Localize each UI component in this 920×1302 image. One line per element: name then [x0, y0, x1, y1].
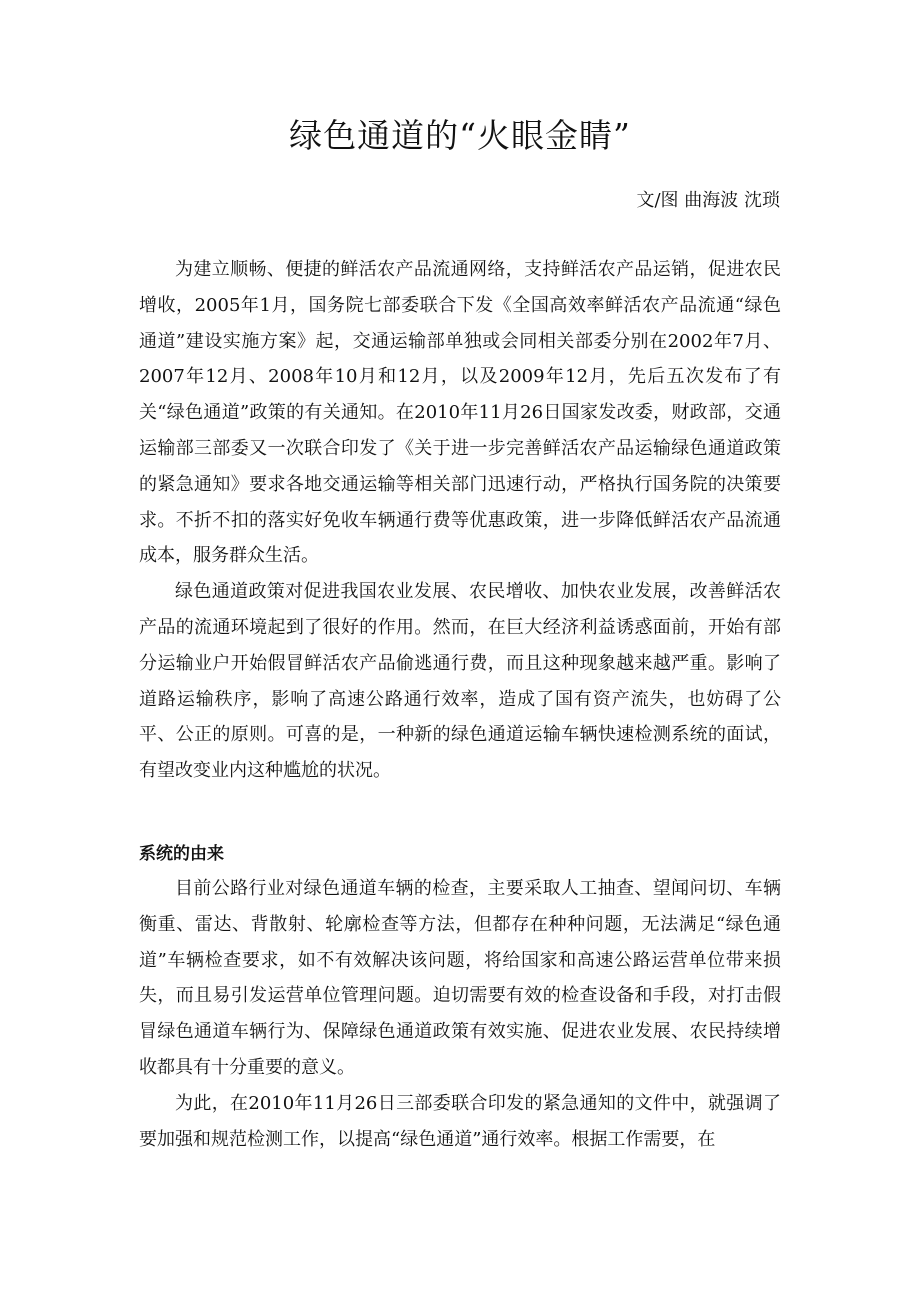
article-body	[139, 252, 781, 1157]
body-paragraph: 绿色通道政策对促进我国农业发展、农民增收、加快农业发展，改善鲜活农产品的流通环境起到了很好的作用。然而，在巨大经济利益诱惑面前，开始有部分运输业户开始假冒鲜活农产品偷逃通行费，而且这种现象越来越严重。影响了道路运输秩序，影响了高速公路通行效率，造成了国有资产流失，也妨碍了公平、公正的原则。可喜的是，一种新的绿色通道运输车辆快速检测系统的面试，有望改变业内这种尴尬的状况。	[139, 581, 781, 782]
body-paragraph: 为此，在2010年11月26日三部委联合印发的紧急通知的文件中，就强调了要加强和规范检测工作，以提高“绿色通道”通行效率。根据工作需要，在	[139, 1092, 781, 1150]
article-title: 绿色通道的“火眼金睛”	[289, 116, 631, 155]
article-byline: 文/图 曲海波 沈琐	[636, 190, 780, 211]
body-paragraph: 目前公路行业对绿色通道车辆的检查，主要采取人工抽查、望闻问切、车辆衡重、雷达、背散射、轮廓检查等方法，但都存在种种问题，无法满足“绿色通道”车辆检查要求，如不有效解决该问题，将给国家和高速公路运营单位带来损失，而且易引发运营单位管理问题。迫切需要有效的检查设备和手段，对打击假冒绿色通道车辆行为、保障绿色通道政策有效实施、促进农业发展、农民持续增收都具有十分重要的意义。	[139, 877, 781, 1078]
section-heading: 系统的由来	[139, 843, 224, 864]
body-paragraph: 为建立顺畅、便捷的鲜活农产品流通网络，支持鲜活农产品运销，促进农民增收，2005年1月，国务院七部委联合下发《全国高效率鲜活农产品流通“绿色通道”建设实施方案》起，交通运输部单独或会同相关部委分别在2002年7月、2007年12月、2008年10月和12月，以及2009年12月，先后五次发布了有关“绿色通道”政策的有关通知。在2010年11月26日国家发改委，财政部，交通运输部三部委又一次联合印发了《关于进一步完善鲜活农产品运输绿色通道政策的紧急通知》要求各地交通运输等相关部门迅速行动，严格执行国务院的决策要求。不折不扣的落实好免收车辆通行费等优惠政策，进一步降低鲜活农产品流通成本，服务群众生活。	[139, 259, 781, 567]
